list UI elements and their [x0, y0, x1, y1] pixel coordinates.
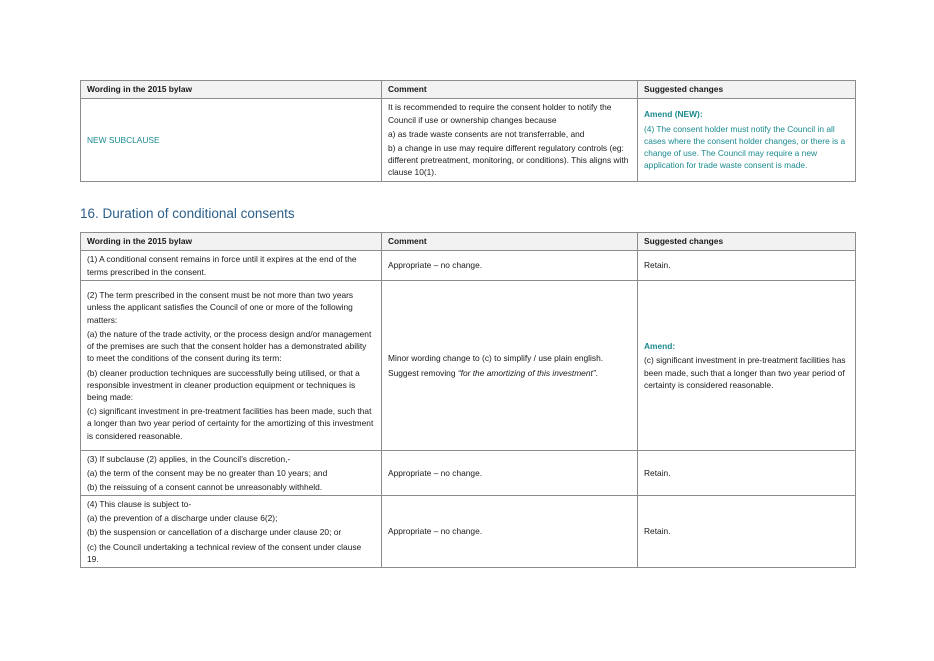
wording-paragraph: (b) the suspension or cancellation of a discharge under clause 20; or — [87, 527, 342, 538]
suggested-change-cell — [638, 281, 856, 451]
table-row — [81, 251, 856, 281]
wording-paragraph: (3) If subclause (2) applies, in the Council’s discretion,- — [87, 453, 291, 464]
wording-cell — [81, 451, 382, 496]
comment-quote: “for the amortizing of this investment” — [457, 367, 596, 378]
header-comment: Comment — [382, 81, 638, 99]
wording-paragraph: (4) This clause is subject to- — [87, 498, 192, 509]
header-suggested-changes: Suggested changes — [638, 81, 856, 99]
wording-paragraph: (1) A conditional consent remains in force until it expires at the end of the terms prescribed in the consent. — [87, 254, 357, 277]
table-row — [81, 99, 856, 182]
comment-paragraph — [388, 367, 631, 379]
comment-paragraph: b) a change in use may require different regulatory controls (eg: different pretreatment, monitoring, or conditions). This aligns with clause 10(1). — [388, 143, 629, 178]
suggested-change-cell: Retain. — [638, 496, 856, 568]
wording-paragraph: (c) significant investment in pre-treatment facilities has been made, such that a longer than two year period of certainty for the amortizing of this investment is considered reasonable. — [87, 406, 374, 441]
amend-text: (c) significant investment in pre-treatment facilities has been made, such that a longer than two year period of certainty is considered reasonable. — [644, 355, 846, 390]
header-comment: Comment — [382, 233, 638, 251]
duration-consents-table — [80, 232, 856, 568]
table-row — [81, 281, 856, 451]
wording-paragraph: (a) the prevention of a discharge under clause 6(2); — [87, 513, 278, 524]
comment-cell: Appropriate – no change. — [382, 451, 638, 496]
wording-cell — [81, 496, 382, 568]
new-subclause-table — [80, 80, 856, 182]
wording-paragraph: (c) the Council undertaking a technical review of the consent under clause 19. — [87, 541, 362, 564]
wording-paragraph: (a) the term of the consent may be no greater than 10 years; and — [87, 467, 328, 478]
wording-cell — [81, 281, 382, 451]
table-header-row — [81, 233, 856, 251]
section-heading: 16. Duration of conditional consents — [80, 206, 295, 221]
comment-paragraph: It is recommended to require the consent holder to notify the Council if use or ownership changes because — [388, 102, 612, 125]
suggested-change-cell: Retain. — [638, 251, 856, 281]
wording-cell: NEW SUBCLAUSE — [81, 99, 382, 182]
comment-prefix: Suggest removing — [388, 367, 458, 378]
amend-label: Amend: — [644, 341, 676, 352]
suggested-change-cell: Retain. — [638, 451, 856, 496]
wording-paragraph: (2) The term prescribed in the consent must be not more than two years unless the applicant satisfies the Council of one or more of the following matters: — [87, 290, 354, 325]
wording-paragraph: (a) the nature of the trade activity, or the process design and/or management of the premises are such that the consent holder has a demonstrated ability to meet the conditions of the consent during its term: — [87, 328, 372, 364]
suggested-change-cell — [638, 99, 856, 182]
table-row — [81, 451, 856, 496]
wording-paragraph: (b) cleaner production techniques are successfully being utilised, or that a responsible investment in cleaner production equipment or techniques is being made: — [87, 367, 360, 402]
comment-cell: Appropriate – no change. — [382, 251, 638, 281]
comment-suffix: . — [595, 367, 598, 378]
table-row — [81, 496, 856, 568]
header-wording: Wording in the 2015 bylaw — [81, 233, 382, 251]
comment-cell — [382, 99, 638, 182]
wording-paragraph: (b) the reissuing of a consent cannot be unreasonably withheld. — [87, 482, 323, 493]
amend-label: Amend (NEW): — [644, 109, 703, 120]
comment-paragraph: a) as trade waste consents are not transferrable, and — [388, 128, 585, 139]
table-header-row — [81, 81, 856, 99]
comment-cell — [382, 281, 638, 451]
comment-cell: Appropriate – no change. — [382, 496, 638, 568]
comment-paragraph: Minor wording change to (c) to simplify / use plain english. — [388, 353, 604, 364]
wording-cell — [81, 251, 382, 281]
amend-text: (4) The consent holder must notify the Council in all cases where the consent holder changes, or there is a change of use. The Council may require a new application for trade waste consent is made. — [644, 123, 846, 171]
header-suggested-changes: Suggested changes — [638, 233, 856, 251]
header-wording: Wording in the 2015 bylaw — [81, 81, 382, 99]
